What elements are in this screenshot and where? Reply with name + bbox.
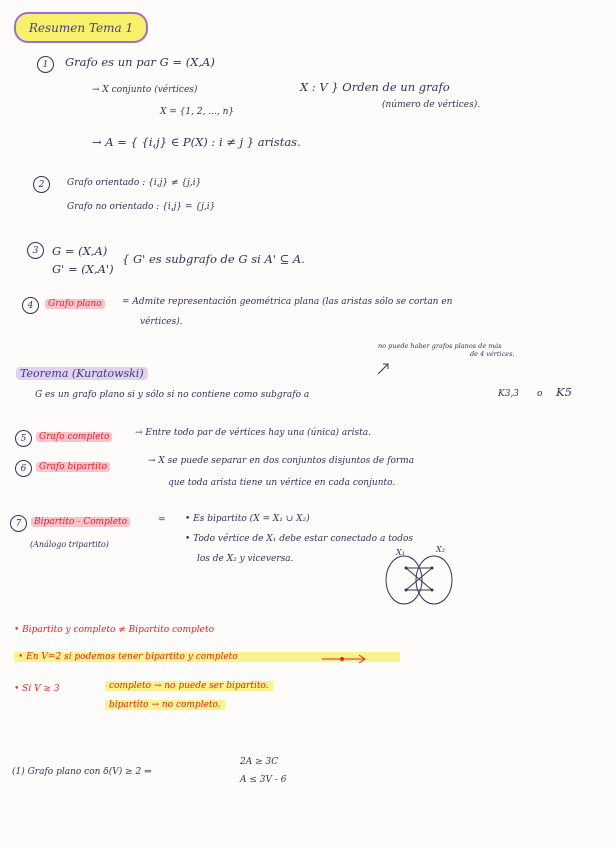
note-1-text: Bipartito y completo ≠ Bipartito completo (22, 625, 214, 635)
note-bipartite-vs-complete (14, 625, 214, 635)
edge-vertex-inequality: A ≤ 3V - 6 (240, 775, 287, 785)
directed-graph-def: Grafo orientado : {i,j} ≠ {j,i} (67, 178, 202, 188)
section-number-6: 6 (15, 460, 32, 477)
theorem-or: o (537, 389, 543, 399)
section-number-4: 4 (22, 297, 39, 314)
graph-g-prime-line: G' = (X,A') (52, 262, 114, 276)
planar-graph-def-line1: = Admite representación geométrica plana (las aristas sólo se cortan en (122, 297, 453, 307)
note-v-ge-3-complete: completo → no puede ser bipartito. (105, 681, 273, 691)
complete-graph-term: Grafo completo (36, 432, 112, 442)
theorem-k5: K5 (556, 385, 572, 399)
bipartite-bullet-3: los de X₂ y viceversa. (197, 554, 294, 564)
note-v-ge-3-bipartite: bipartito → no completo. (105, 700, 225, 710)
section-number-7: 7 (10, 515, 27, 532)
theorem-k33: K3,3 (498, 389, 520, 399)
bullet-icon: • (14, 625, 23, 635)
graph-order-note: X : V } Orden de un grafo (300, 80, 450, 94)
note-v-ge-3-cond (14, 684, 60, 694)
note-3-condition: Si V ≥ 3 (22, 684, 60, 694)
tripartite-analog: (Análogo tripartito) (30, 540, 109, 549)
bipartite-graph-def-line2: que toda arista tiene un vértice en cada conjunto. (168, 478, 396, 488)
note-arrow-icon (376, 360, 396, 380)
graph-order-subnote: (número de vértices). (382, 100, 481, 110)
note-2-text: En V=2 si podemos tener bipartito y completo (26, 652, 238, 662)
section-number-2: 2 (33, 176, 50, 193)
arrow-right-icon (320, 654, 370, 664)
page-title: Resumen Tema 1 (14, 12, 148, 43)
planar-degree-condition: (1) Grafo plano con δ(V) ≥ 2 ⇒ (12, 767, 152, 777)
complete-bipartite-term: Bipartito - Completo (31, 517, 130, 527)
side-note-line2: de 4 vértices. (470, 350, 515, 358)
edge-set-line: → A = { {i,j} ∈ P(X) : i ≠ j } aristas. (92, 135, 301, 149)
vertex-set-elements: X = {1, 2, ..., n} (160, 107, 235, 117)
bipartite-sketch-icon (376, 548, 466, 618)
bullet-icon: • (14, 684, 23, 694)
set-x2-label: X₂ (436, 545, 445, 554)
graph-g-line: G = (X,A) (52, 244, 108, 258)
subgraph-relation: { G' es subgrafo de G si A' ⊆ A. (122, 252, 305, 266)
set-x1-label: X₁ (396, 548, 405, 557)
vertex-set-line: → X conjunto (vértices) (92, 85, 198, 95)
section-number-1: 1 (37, 56, 54, 73)
graph-definition: Grafo es un par G = (X,A) (65, 55, 215, 69)
planar-graph-def-line2: vértices). (140, 317, 183, 327)
theorem-body: G es un grafo plano si y sólo si no contiene como subgrafo a (35, 390, 310, 400)
planar-graph-term: Grafo plano (45, 299, 105, 309)
complete-bipartite-eq: = (158, 515, 166, 525)
bipartite-graph-term: Grafo bipartito (36, 462, 110, 472)
bullet-icon: • (18, 652, 27, 662)
section-number-3: 3 (27, 242, 44, 259)
complete-graph-def: → Entre todo par de vértices hay una (única) arista. (135, 428, 371, 438)
bipartite-bullet-1: • Es bipartito (X = X₁ ∪ X₂) (185, 514, 310, 524)
edge-face-inequality: 2A ≥ 3C (240, 757, 279, 767)
section-number-5: 5 (15, 430, 32, 447)
bipartite-bullet-2: • Todo vértice de X₁ debe estar conectado a todos (185, 534, 414, 544)
undirected-graph-def: Grafo no orientado : {i,j} = {j,i} (67, 202, 216, 212)
bipartite-graph-def-line1: → X se puede separar en dos conjuntos disjuntos de forma (148, 456, 415, 466)
theorem-title: Teorema (Kuratowski) (16, 367, 148, 380)
side-note-line1: no puede haber grafos planos de más (378, 342, 502, 350)
